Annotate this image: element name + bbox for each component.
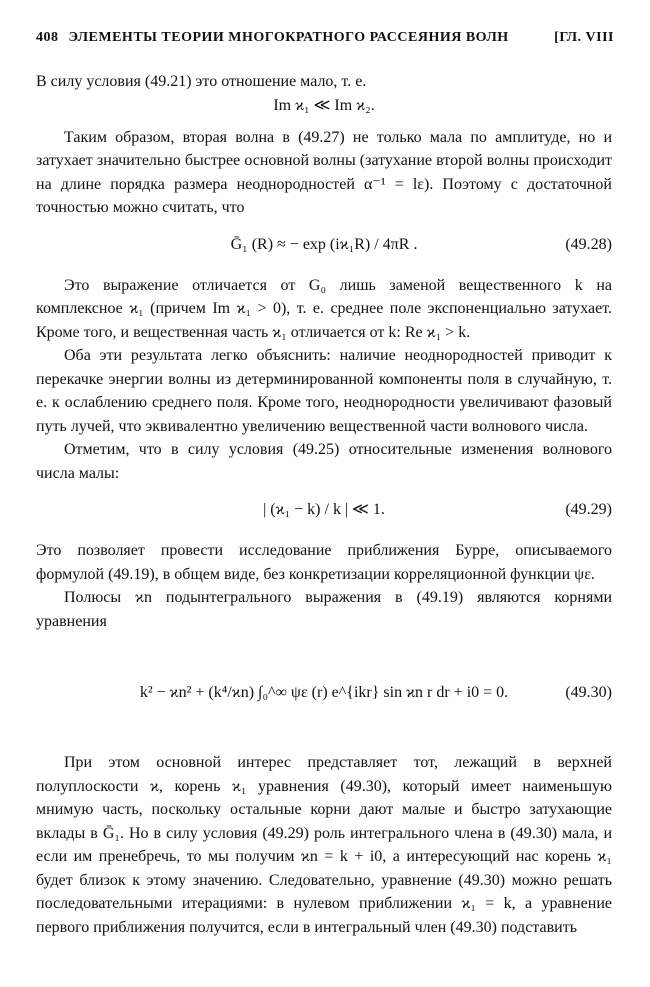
equation-4: k² − ϰn² + (k⁴/ϰn) ∫₀^∞ ψε (r) e^{ikr} sin ϰn r dr + i0 = 0.: [139, 684, 509, 701]
equation-49-30: [36, 647, 612, 739]
equation-im-inequality: [36, 94, 612, 120]
equation-number-49-30: (49.30): [565, 684, 612, 701]
equation-number-49-28: (49.28): [565, 235, 612, 253]
paragraph-3: Это выражение отличается от G₀ лишь заменой вещественного k на комплексное ϰ₁ (причем Im ϰ₁ > 0), т. е. среднее поле экспоненциально затухает. Кроме того, и вещественная часть ϰ₁ отличается от k: Re ϰ₁ > k.: [36, 276, 612, 341]
running-title: ЭЛЕМЕНТЫ ТЕОРИИ МНОГОКРАТНОГО РАССЕЯНИЯ ВОЛН: [68, 30, 509, 45]
page-number: 408: [36, 30, 59, 45]
paragraph-2: Таким образом, вторая волна в (49.27) не только мала по амплитуде, но и затухает значительно быстрее основной волны (затухание второй волны происходит на длине порядка размера неоднородностей α⁻¹ = lε). Поэтому с достаточной точностью можно считать, что: [36, 128, 612, 216]
equation-2: Ḡ₁ (R) ≈ − exp (iϰ₁R) / 4πR .: [230, 235, 418, 253]
paragraph-8: При этом основной интерес представляет тот, лежащий в верхней полуплоскости ϰ, корень ϰ₁ уравнения (49.30), который имеет наименьшую мнимую часть, поскольку остальные корни дают малые и быстро затухающие вклады в Ḡ₁. Но в силу условия (49.29) роль интегрального члена в (49.30) мала, и если им пренебречь, то мы получим ϰn = k + i0, а интересующий нас корень ϰ₁ будет близок к этому значению. Следовательно, уравнение (49.30) можно решать последовательными итерациями: в нулевом приближении ϰ₁ = k, а уравнение первого приближения получится, если в интегральный член (49.30) подставить: [36, 754, 612, 936]
equation-number-49-29: (49.29): [565, 501, 612, 518]
running-header: [36, 30, 614, 46]
paragraph-6: Это позволяет провести исследование приближения Бурре, описываемого формулой (49.19), в общем виде, без конкретизации корреляционной функции ψε.: [36, 542, 612, 583]
equation-49-28: [36, 226, 612, 264]
paragraph-7: Полюсы ϰn подынтегрального выражения в (49.19) являются корнями уравнения: [36, 589, 612, 630]
paragraph-4: Оба эти результата легко объяснить: наличие неоднородностей приводит к перекачке энергии волны из детерминированной компоненты поля в случайную, т. е. к ослаблению среднего поля. Кроме того, неоднородности увеличивают фазовый путь лучей, что эквивалентно увеличению вещественной части волнового числа.: [36, 347, 612, 435]
equation-1: Im ϰ₁ ≪ Im ϰ₂.: [273, 96, 375, 114]
paragraph-5: Отметим, что в силу условия (49.25) относительные изменения волнового числа малы:: [36, 441, 612, 482]
equation-49-29: [36, 491, 612, 529]
equation-3: | (ϰ₁ − k) / k | ≪ 1.: [263, 501, 385, 518]
paragraph-1: В силу условия (49.21) это отношение мало, т. е.: [36, 73, 367, 90]
body-text: [36, 70, 612, 939]
chapter-label: [ГЛ. VIII: [554, 30, 614, 45]
